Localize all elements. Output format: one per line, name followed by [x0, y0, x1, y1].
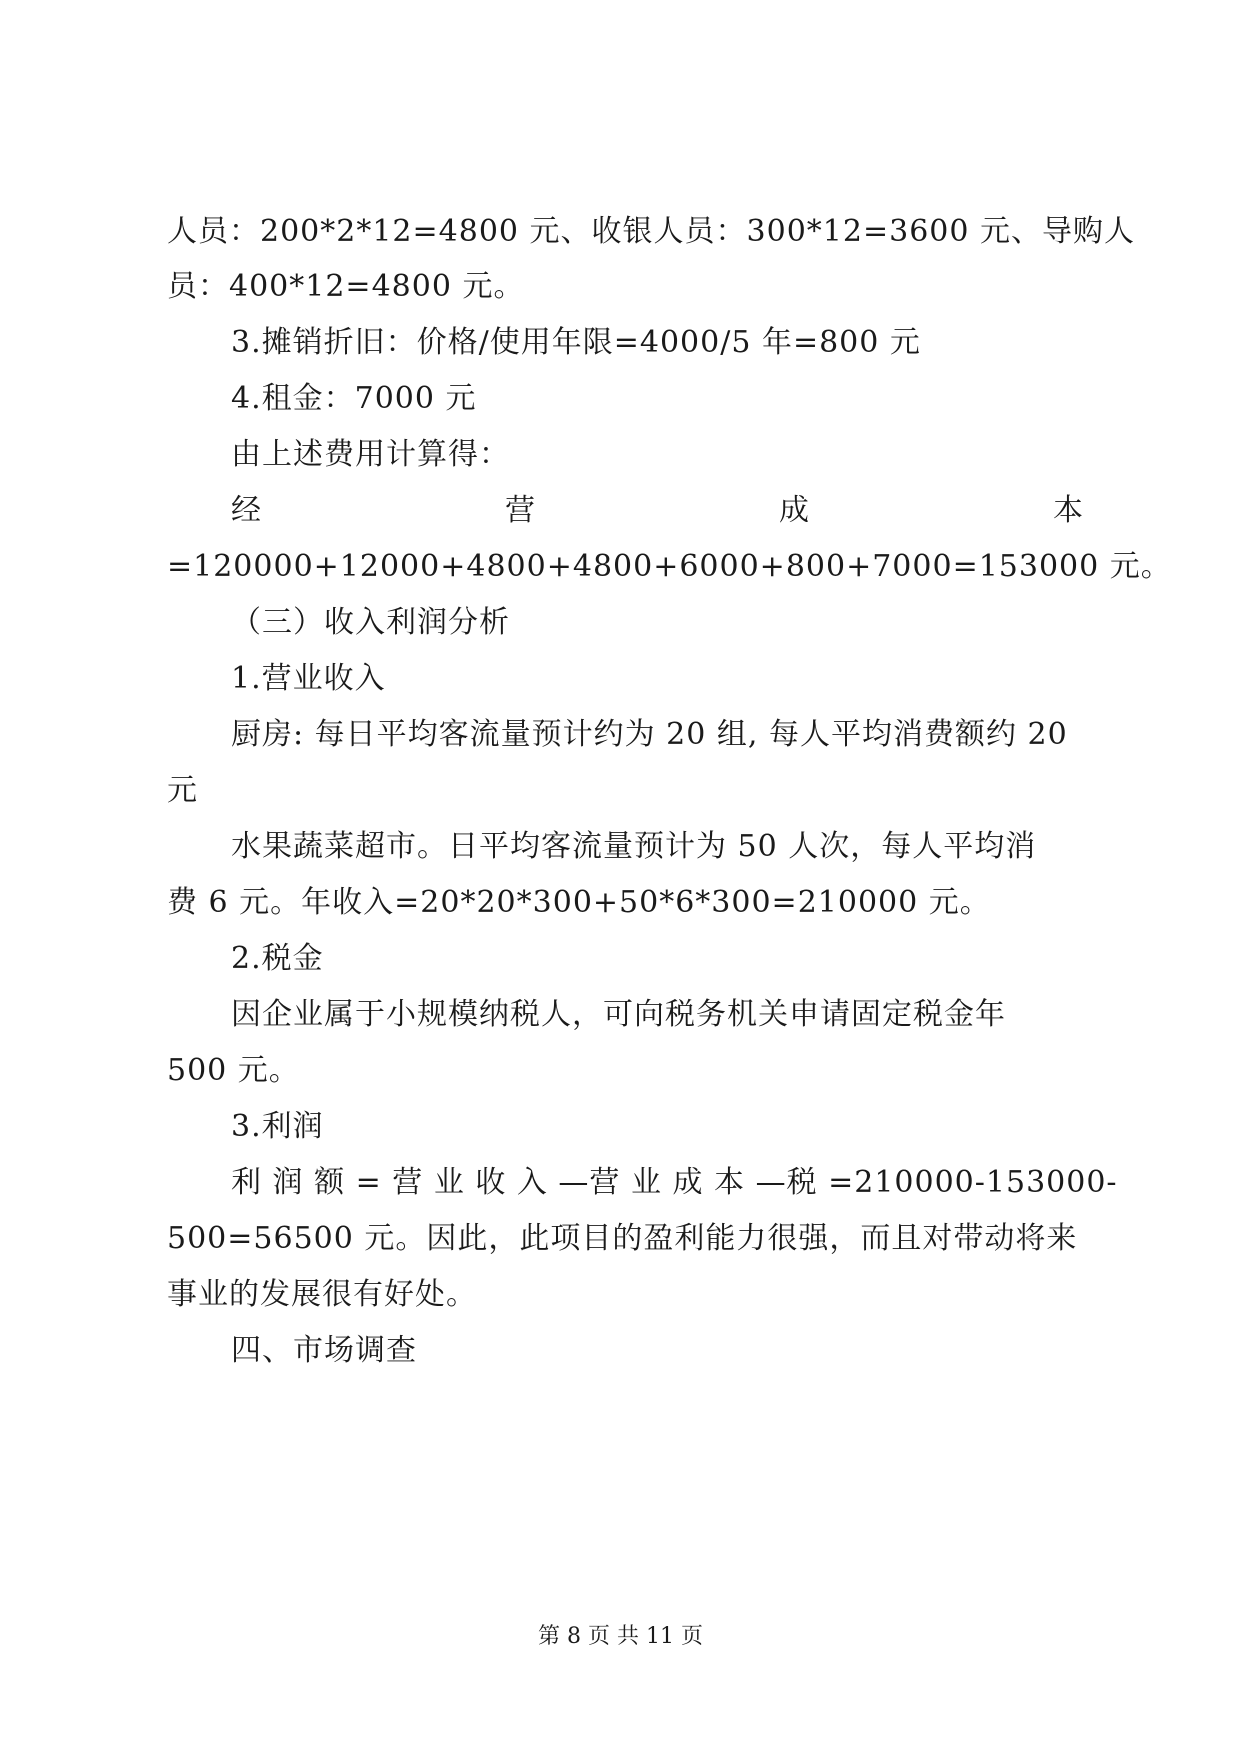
text-line-12: 费 6 元。年收入=20*20*300+50*6*300=210000 元。	[167, 885, 991, 920]
text-line-3: 3.摊销折旧：价格/使用年限=4000/5 年=800 元	[231, 325, 921, 360]
page-footer: 第 8 页 共 11 页	[538, 1624, 703, 1649]
text-line-15: 500 元。	[167, 1053, 300, 1088]
text-line-5: 由上述费用计算得：	[231, 437, 510, 472]
text-line-9: 厨房: 每日平均客流量预计约为 20 组, 每人平均消费额约 20	[231, 717, 1068, 752]
text-line-4: 4.租金：7000 元	[231, 381, 477, 416]
text-line-18: 500=56500 元。因此，此项目的盈利能力很强，而且对带动将来	[167, 1221, 1078, 1256]
text-line-11: 水果蔬菜超市。日平均客流量预计为 50 人次，每人平均消	[231, 829, 1037, 864]
text-line-16: 3.利润	[231, 1109, 324, 1144]
text-line-13: 2.税金	[231, 941, 324, 976]
section-heading-market: 四、市场调查	[231, 1333, 417, 1368]
spread-char-1: 经	[231, 493, 261, 528]
text-line-10: 元	[167, 773, 198, 808]
text-line-2: 员：400*12=4800 元。	[167, 269, 525, 304]
spread-char-2: 营	[505, 493, 535, 528]
text-line-1: 人员：200*2*12=4800 元、收银人员：300*12=3600 元、导购人	[167, 214, 1135, 249]
text-line-8: 1.营业收入	[231, 661, 386, 696]
text-line-6: =120000+12000+4800+4800+6000+800+7000=153000 元。	[167, 549, 1172, 584]
text-line-14: 因企业属于小规模纳税人，可向税务机关申请固定税金年	[231, 997, 1006, 1032]
section-heading-income: （三）收入利润分析	[231, 605, 510, 640]
spread-char-4: 本	[1053, 493, 1083, 528]
spread-char-3: 成	[779, 493, 809, 528]
text-line-17: 利 润 额 = 营 业 收 入 —营 业 成 本 —税 =210000-153000-	[231, 1165, 1118, 1200]
spread-line	[231, 491, 1083, 531]
text-line-19: 事业的发展很有好处。	[167, 1277, 477, 1312]
